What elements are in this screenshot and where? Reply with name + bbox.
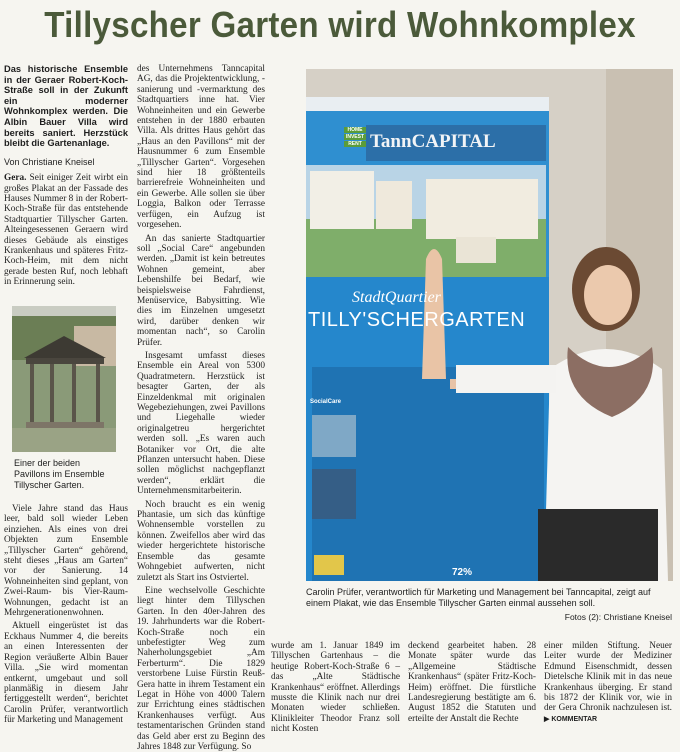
byline: Von Christiane Kneisel [4,156,95,167]
kommentar-link[interactable]: ▶ KOMMENTAR [544,715,598,723]
paragraph: An das sanierte Stadtquartier soll „Social Care“ angebunden werden. „Damit ist kein betreutes Wohnen gemeint, aber Lebenshilfe bei Bedarf, wie beispielsweise Fahrdienst, Menüservice, Babysitting. Wie dies im Einzelnen umgesetzt wird, darüber denken wir momentan nach“, so Carolin Prüfer. [137,233,265,348]
column-1-top [4,64,128,291]
poster-number: 72% [452,567,473,578]
poster-badge: INVEST [345,134,365,140]
headline: Tillyscher Garten wird Wohnkomplex [44,4,636,45]
column-1-bottom [4,504,128,729]
paragraph: Insgesamt umfasst dieses Ensemble ein Areal von 5300 Quadratmetern. Herzstück ist besagter Garten, der als Einzeldenkmal mit originalen Wegebeziehungen, zwei Pavillons und Liegehalle wieder originalgetreu hergerichtet werden soll. „Es waren auch Botaniker vor Ort, die alte Pflanzen untersucht haben. Diese sollen möglichst nachgepflanzt werden“, erklärt die Unternehmensmitarbeiterin. [137,350,265,497]
lead-paragraph: Das historische Ensemble in der Geraer Robert-Koch-Straße soll in der Zukunft ein moderner Wohnkomplex werden. Die Albin Bauer Villa wird bereits saniert. Herzstück bleibt die Gartenanlage. [4,64,128,149]
bottom-column-3 [544,641,672,725]
photo-caption: Carolin Prüfer, verantwortlich für Marketing und Management bei Tanncapital, zeigt auf einem Plakat, wie das Ensemble Tillyscher Garten einmal aussehen soll. [306,587,651,608]
pavilion-caption: Einer der beiden Pavillons im Ensemble Tillyscher Garten. [14,458,105,490]
poster-badges [344,127,366,147]
intro-paragraph [4,173,128,287]
bottom-column-2: deckend gearbeitet haben. 28 Monate später wurde das „Allgemeine Städtische Krankenhaus“ (später Fritz-Koch-Heim) eröffnet. Die fürstliche Landesregierung bestätigte am 6. August 1852 die Statuten und erteilte der Anstalt die Rechte [408,641,536,724]
dateline: Gera. [4,173,27,184]
paragraph: Eine wechselvolle Geschichte liegt hinter dem Tillyschen Garten. In den 40er-Jahren des 19. Jahrhunderts war die Robert-Koch-Straße noch ein unbefestigter Weg zum Naherholungsgebiet „Am Ferberturm“. Die 1829 verstorbene Luise Fürstin Reuß-Gera hatte in ihrem Testament ein Legat in Höhe von 4000 Talern zur Errichtung eines städtischen Krankenhauses verfügt. Aus testamentarischen Gründen stand das Geld aber erst zu Beginn des Jahres 1848 zur Verfügung. So [137,585,265,752]
photo-credit: Fotos (2): Christiane Kneisel [564,612,672,622]
paragraph: des Unternehmens Tanncapital AG, das die Projektentwicklung, -sanierung und -vermarktung des Stadtquartiers inne hat. Vier Wohneinheiten und ein Gewerbe entstehen in der 1880 erbauten Villa. Als drittes Haus gehört das „Haus an den Pavillons“ mit der Hausnummer 6 zum Ensemble „Tillyscher Garten“. Vorgesehen sind hier 18 größtenteils barrierefreie Wohneinheiten und ein Gewerbe. Alle sollen sie über Loggia, Balkon oder Terrasse verfügen, ein Aufzug ist vorgesehen. [137,64,265,231]
poster-title: TILLY'SCHERGARTEN [308,309,526,331]
poster-badge: HOME [344,127,366,133]
poster-brand: TannCAPITAL [370,131,496,152]
poster-script: StadtQuartier [352,289,441,306]
bottom-column-3-text: einer milden Stiftung. Neuer Leiter wurde der Mediziner Edmund Eisenschmidt, dessen Dietelsche Klinik mit in das neue Krankenhaus überging. Er stand bis 1872 der Klinik vor, wie in der Gera Chronik nachzulesen ist. [544,641,672,714]
column-2 [137,64,265,752]
poster-badge: RENT [344,141,366,147]
bottom-column-1: wurde am 1. Januar 1849 im Tillyschen Gartenhaus – die heutige Robert-Koch-Straße 6 – das „Alte Städtische Krankenhaus“ eröffnet. Allerdings musste die Klinik nach nur drei Monaten wieder schließen. Klinikleiter Theodor Franz soll nicht Kosten [271,641,400,735]
intro-text: Seit einiger Zeit wirbt ein großes Plakat an der Fassade des Hauses Nummer 8 in der Robert-Koch-Straße für das entstehende Stadtquartier Tillyscher Garten. Alteingesessenen Geraern wird dieses Gebäude als einstiges Krankenhaus und späteres Fritz-Koch-Heim, mit dem nicht gerade besten Ruf, noch lebhaft in Erinnerung sein. [4,173,128,288]
main-photo [306,69,673,581]
pavilion-photo [12,306,116,452]
paragraph: Noch braucht es ein wenig Phantasie, um sich das künftige Wohnensemble vorstellen zu können. Zweifellos aber wird das wieder hergerichtete historische Ensemble das gesamte Wohngebiet aufwerten, nicht zuletzt als Start ins Ostviertel. [137,499,265,583]
paragraph: Aktuell eingerüstet ist das Eckhaus Nummer 4, die bereits an einen Interessenten der Region veräußerte Albin Bauer Villa. „Sie wird momentan entkernt, umgebaut und soll planmäßig in diesem Jahr fertiggestellt werden“, berichtet Carolin Prüfer, verantwortlich für Marketing und Management [4,621,128,726]
poster-social: SocialCare [310,399,342,405]
paragraph: Viele Jahre stand das Haus leer, bald soll wieder Leben einziehen. Als eines von drei Objekten zum Ensemble „Tillyscher Garten“ gehörend, steht dieses „Haus am Garten“ vor der Sanierung. 14 Wohneinheiten sind geplant, von Zwei-Raum- bis Vier-Raum-Wohnungen, gedacht ist an Mehrgenerationenwohnen. [4,504,128,619]
